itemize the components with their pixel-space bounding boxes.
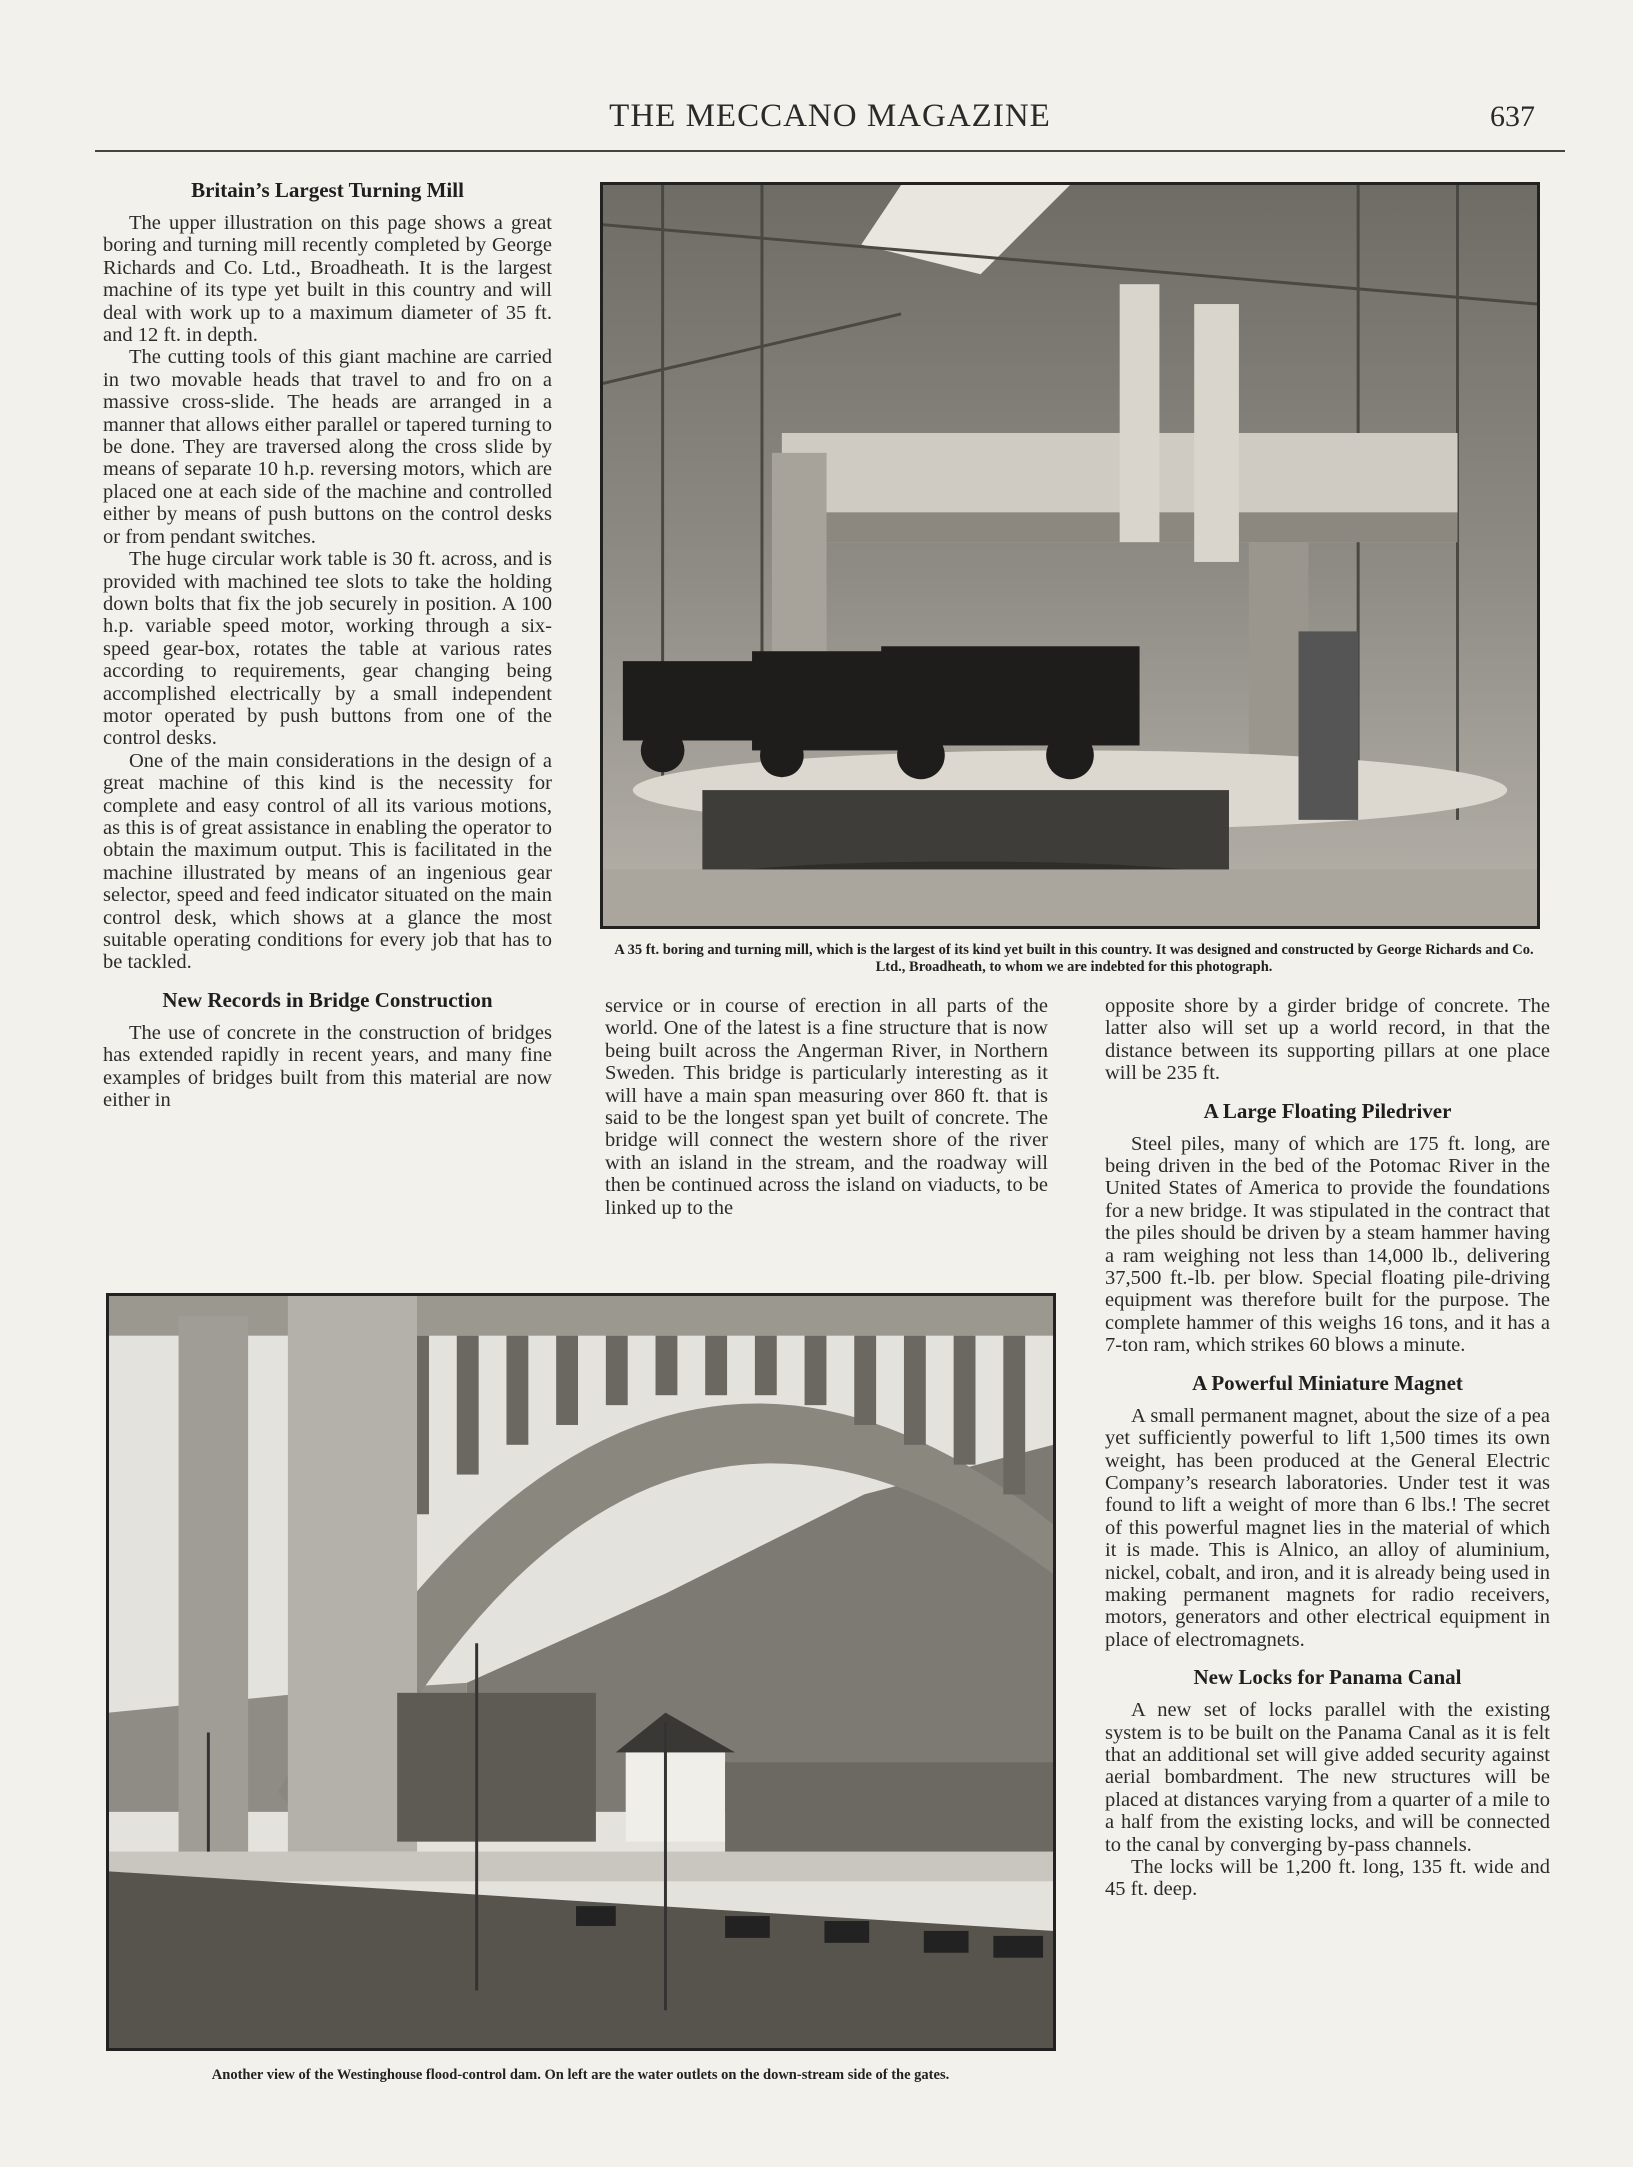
paragraph: The use of concrete in the construction of bridges has extended rapidly in recent years, and many fine examples of bridges built from this material are now either in — [103, 1021, 552, 1112]
heading-turning-mill: Britain’s Largest Turning Mill — [191, 178, 464, 202]
paragraph: A small permanent magnet, about the size of a pea yet sufficiently powerful to lift 1,500 times its own weight, has been produced at the General Electric Company’s research laboratories. Under test it was found to lift a weight of more than 6 lbs.! The secret of this powerful magnet lies in the material of which it is made. This is Alnico, an alloy of aluminium, nickel, cobalt, and iron, and it is already being used in making permanent magnets for radio receivers, motors, generators and other electrical equipment in place of electromagnets. — [1105, 1404, 1550, 1651]
heading-panama: New Locks for Panama Canal — [1193, 1665, 1462, 1690]
heading-piledriver: A Large Floating Piledriver — [1203, 1098, 1452, 1123]
dam-photo-image — [109, 1296, 1053, 2048]
paragraph: Steel piles, many of which are 175 ft. long, are being driven in the bed of the Potomac River in the United States of America to provide the foundations for a new bridge. It was stipulated in the contract that the piles should be driven by a steam hammer having a ram weighing not less than 14,000 lb., delivering 37,500 ft.-lb. per blow. Special floating pile-driving equipment was therefore built for the purpose. The complete hammer of this weighs 16 tons, and it has a 7-ton ram, which strikes 60 blows a minute. — [1105, 1132, 1550, 1357]
paragraph: One of the main considerations in the design of a great machine of this kind is the necessity for complete and easy control of all its various motions, as this is of great assistance in enabling the operator to obtain the maximum output. This is facilitated in the machine illustrated by means of an ingenious gear selector, speed and feed indicator situated on the main control desk, which shows at a glance the most suitable operating conditions for every job that has to be tackled. — [103, 749, 552, 974]
page-number: 637 — [1490, 100, 1535, 133]
dam-photo-caption: Another view of the Westinghouse flood-control dam. On left are the water outlets on the down-stream side of the gates. — [211, 2067, 950, 2083]
paragraph: The cutting tools of this giant machine are carried in two movable heads that travel to and fro on a massive cross-slide. The heads are arranged in a manner that allows either parallel or tapered turning to be done. They are traversed along the cross slide by means of separate 10 h.p. reversing motors, which are placed one at each side of the machine and controlled either by means of push buttons on the control desks or from pendant switches. — [103, 346, 552, 548]
dam-photo — [106, 1293, 1056, 2051]
turning-mill-photo-image — [603, 185, 1537, 926]
right-column — [1105, 995, 1550, 1901]
page-header — [95, 92, 1565, 152]
paragraph: A new set of locks parallel with the existing system is to be built on the Panama Canal as it is felt that an additional set will give added security against aerial bombardment. The new structures will be placed at distances varying from a quarter of a mile to a half from the existing locks, and will be connected to the canal by converging by-pass channels. — [1105, 1699, 1550, 1856]
paragraph: The huge circular work table is 30 ft. across, and is provided with machined tee slots to take the holding down bolts that fix the job securely in position. A 100 h.p. variable speed motor, working through a six-speed gear-box, rotates the table at various rates according to requirements, gear changing being accomplished electrically by a small independent motor operated by push buttons from one of the control desks. — [103, 548, 552, 750]
paragraph: The upper illustration on this page shows a great boring and turning mill recently completed by George Richards and Co. Ltd., Broadheath. It is the largest machine of its type yet built in this country and will deal with work up to a maximum diameter of 35 ft. and 12 ft. in depth. — [103, 212, 552, 347]
middle-column — [605, 995, 1048, 1219]
paragraph: service or in course of erection in all parts of the world. One of the latest is a fine structure that is now being built across the Angerman River, in Northern Sweden. This bridge is particularly interesting as it will have a main span measuring over 860 ft. that is said to be the longest span yet built of concrete. The bridge will connect the western shore of the river with an island in the stream, and the roadway will then be continued across the island on viaducts, to be linked up to the — [605, 995, 1048, 1219]
heading-bridge: New Records in Bridge Construction — [162, 987, 493, 1012]
mill-photo-caption: A 35 ft. boring and turning mill, which is the largest of its kind yet built in this country. It was designed and constructed by George Richards and Co. Ltd., Broadheath, to whom we are indebted for this photograph. — [614, 942, 1534, 975]
paragraph: The locks will be 1,200 ft. long, 135 ft. wide and 45 ft. deep. — [1105, 1856, 1550, 1901]
turning-mill-photo — [600, 182, 1540, 929]
paragraph: opposite shore by a girder bridge of concrete. The latter also will set up a world record, in that the distance between its supporting pillars at one place will be 235 ft. — [1105, 995, 1550, 1085]
heading-magnet: A Powerful Miniature Magnet — [1192, 1370, 1463, 1395]
left-column — [103, 178, 552, 1111]
magazine-title: THE MECCANO MAGAZINE — [609, 98, 1051, 134]
